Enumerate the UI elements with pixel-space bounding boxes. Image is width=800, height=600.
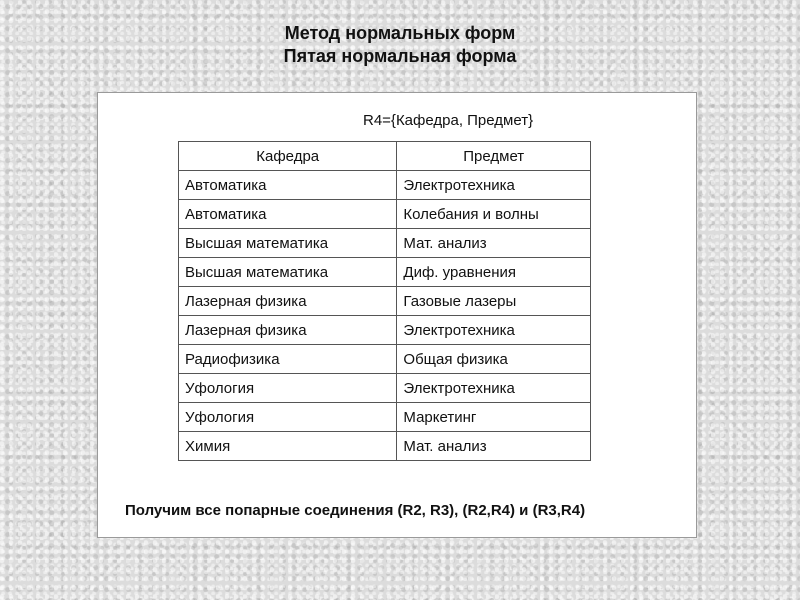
cell-department: Высшая математика [179, 229, 397, 258]
slide-titles [0, 22, 800, 68]
slide-subtitle: Пятая нормальная форма [283, 46, 517, 66]
table-row [179, 229, 591, 258]
cell-subject: Маркетинг [397, 403, 591, 432]
relation-label: R4={Кафедра, Предмет} [363, 112, 534, 129]
column-header-subject: Предмет [397, 142, 591, 171]
cell-department: Уфология [179, 403, 397, 432]
footer-note: Получим все попарные соединения (R2, R3), (R2,R4) и (R3,R4) [125, 502, 586, 519]
slide-title: Метод нормальных форм [284, 23, 516, 43]
table-row [179, 345, 591, 374]
cell-department: Уфология [179, 374, 397, 403]
table-row [179, 316, 591, 345]
table-row [179, 258, 591, 287]
cell-subject: Электротехника [397, 374, 591, 403]
cell-subject: Диф. уравнения [397, 258, 591, 287]
cell-department: Автоматика [179, 171, 397, 200]
cell-department: Высшая математика [179, 258, 397, 287]
cell-subject: Колебания и волны [397, 200, 591, 229]
table-row [179, 200, 591, 229]
table-row [179, 403, 591, 432]
cell-subject: Газовые лазеры [397, 287, 591, 316]
cell-department: Радиофизика [179, 345, 397, 374]
cell-department: Химия [179, 432, 397, 461]
table-row [179, 171, 591, 200]
cell-subject: Общая физика [397, 345, 591, 374]
cell-subject: Электротехника [397, 171, 591, 200]
cell-subject: Мат. анализ [397, 432, 591, 461]
table-header-row [179, 142, 591, 171]
column-header-department: Кафедра [179, 142, 397, 171]
content-panel [97, 92, 697, 538]
cell-department: Лазерная физика [179, 316, 397, 345]
table-row [179, 374, 591, 403]
table-row [179, 287, 591, 316]
cell-department: Автоматика [179, 200, 397, 229]
cell-department: Лазерная физика [179, 287, 397, 316]
cell-subject: Мат. анализ [397, 229, 591, 258]
table-row [179, 432, 591, 461]
relation-table [178, 141, 591, 461]
cell-subject: Электротехника [397, 316, 591, 345]
